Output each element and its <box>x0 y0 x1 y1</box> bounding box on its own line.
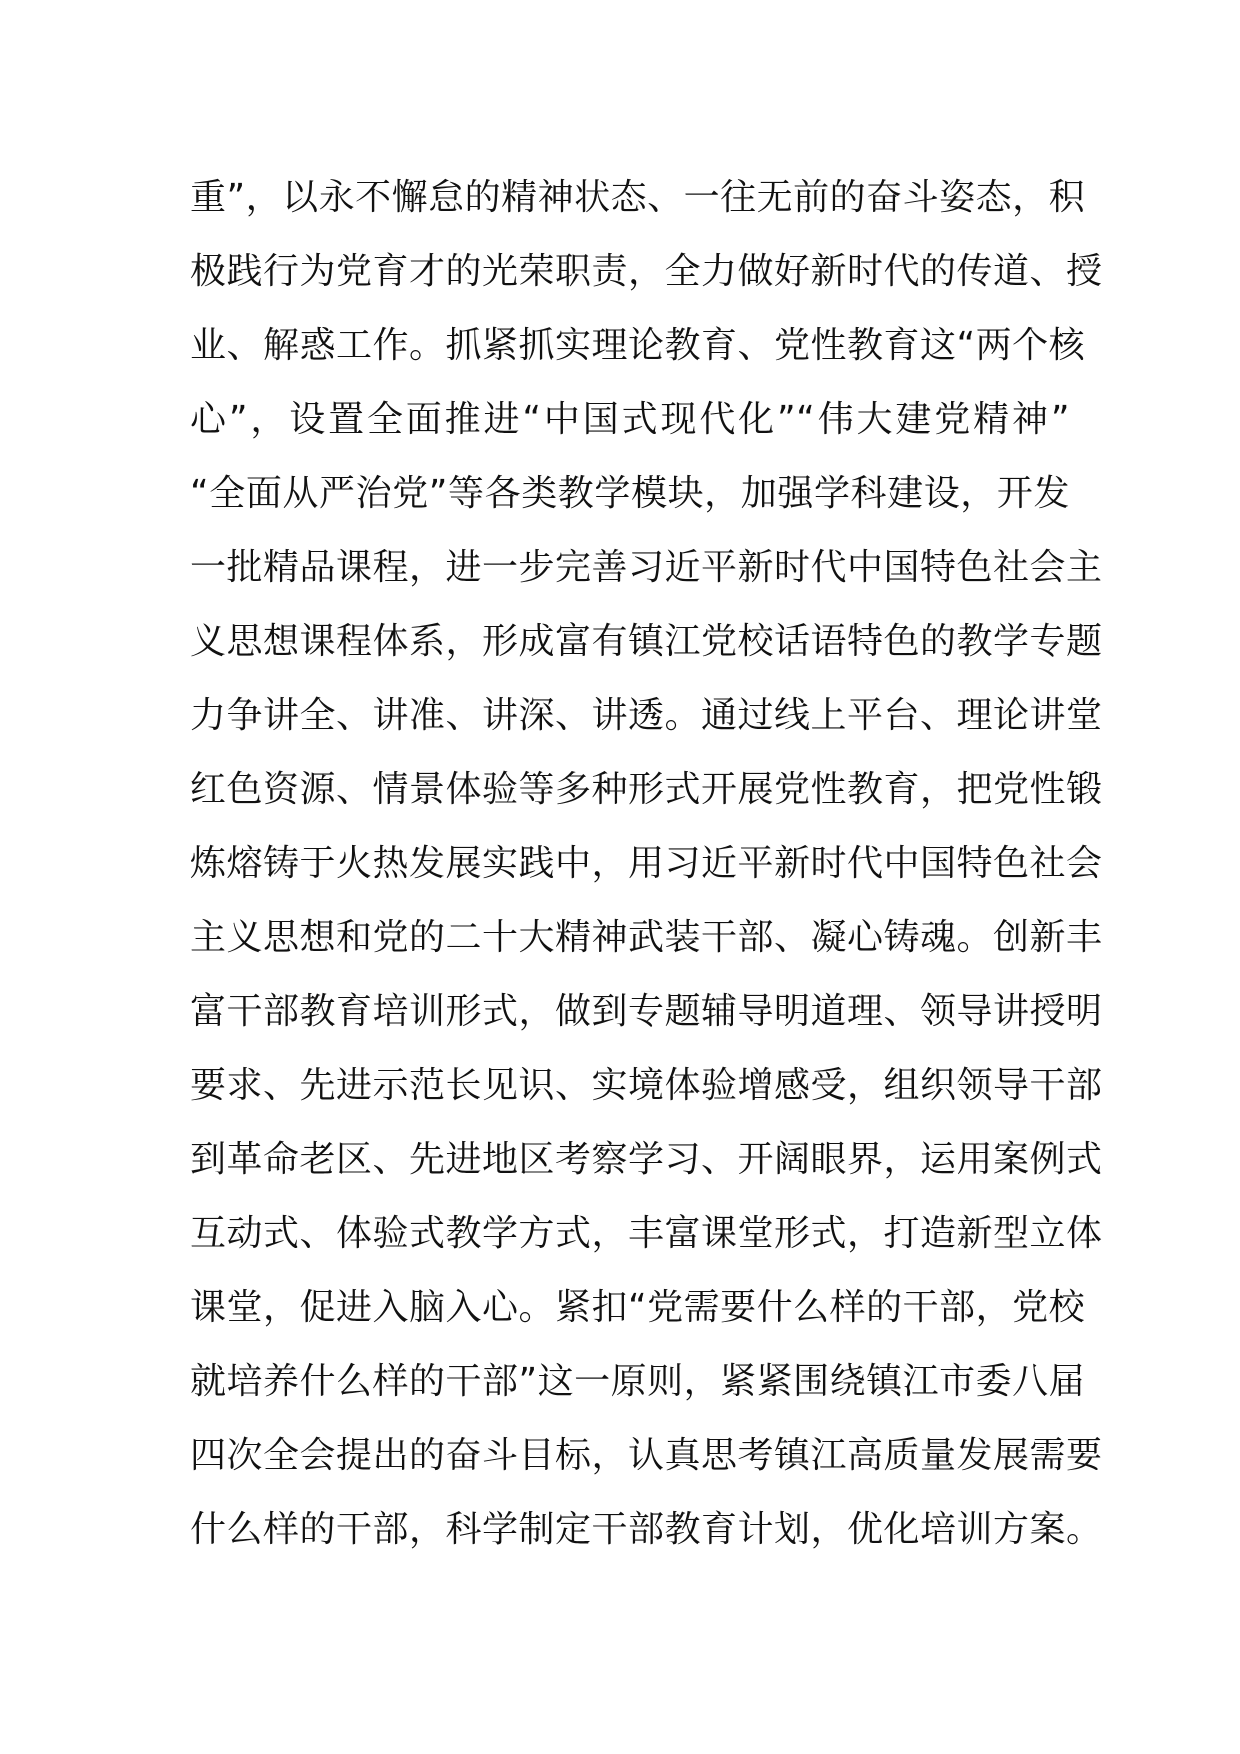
paragraph-line: 业、解惑工作。抓紧抓实理论教育、党性教育这“两个核 <box>190 325 1086 366</box>
paragraph-line: 课堂，促进入脑入心。紧扣“党需要什么样的干部，党校 <box>190 1287 1086 1328</box>
paragraph-line: 心”，设置全面推进“中国式现代化”“伟大建党精神” <box>190 399 1070 440</box>
paragraph-line: 重”，以永不懈怠的精神状态、一往无前的奋斗姿态，积 <box>190 177 1086 218</box>
paragraph-line: 极践行为党育才的光荣职责，全力做好新时代的传道、授 <box>190 251 1103 292</box>
paragraph-line: 四次全会提出的奋斗目标，认真思考镇江高质量发展需要 <box>190 1435 1103 1476</box>
paragraph-line: 一批精品课程，进一步完善习近平新时代中国特色社会主 <box>190 547 1103 588</box>
paragraph-line: 互动式、体验式教学方式，丰富课堂形式，打造新型立体 <box>190 1213 1103 1254</box>
paragraph-line: 红色资源、情景体验等多种形式开展党性教育，把党性锻 <box>190 769 1103 810</box>
paragraph-line: 就培养什么样的干部”这一原则，紧紧围绕镇江市委八届 <box>190 1361 1086 1402</box>
paragraph-line: “全面从严治党”等各类教学模块，加强学科建设，开发 <box>190 473 1070 514</box>
paragraph-line: 什么样的干部，科学制定干部教育计划，优化培训方案。 <box>190 1509 1103 1550</box>
body-paragraph <box>190 168 1103 1574</box>
paragraph-line: 力争讲全、讲准、讲深、讲透。通过线上平台、理论讲堂 <box>190 695 1103 736</box>
paragraph-line: 富干部教育培训形式，做到专题辅导明道理、领导讲授明 <box>190 991 1103 1032</box>
paragraph-line: 义思想课程体系，形成富有镇江党校话语特色的教学专题 <box>190 621 1103 662</box>
paragraph-line: 炼熔铸于火热发展实践中，用习近平新时代中国特色社会 <box>190 843 1103 884</box>
paragraph-line: 主义思想和党的二十大精神武装干部、凝心铸魂。创新丰 <box>190 917 1103 958</box>
paragraph-line: 到革命老区、先进地区考察学习、开阔眼界，运用案例式 <box>190 1139 1103 1180</box>
paragraph-line: 要求、先进示范长见识、实境体验增感受，组织领导干部 <box>190 1065 1103 1106</box>
